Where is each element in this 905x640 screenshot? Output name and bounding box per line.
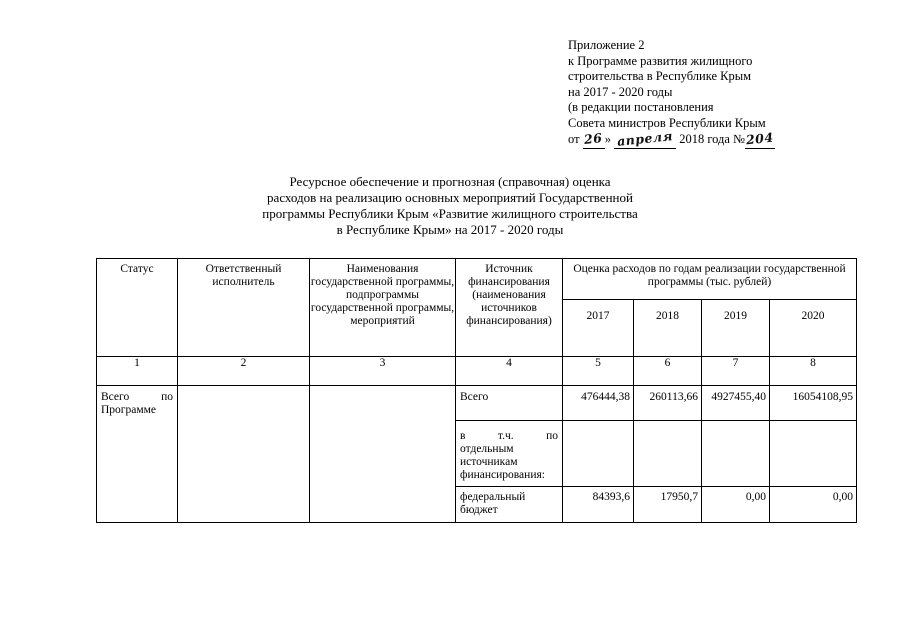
column-number: 6 — [634, 357, 702, 386]
date-month-field — [614, 128, 676, 149]
date-day-field — [583, 131, 605, 149]
resource-table — [96, 258, 857, 523]
title-line: Ресурсное обеспечение и прогнозная (справочная) оценка — [289, 174, 611, 189]
column-number: 2 — [178, 357, 310, 386]
status-cell — [97, 386, 178, 523]
column-number: 7 — [702, 357, 770, 386]
source-word: в — [460, 430, 466, 442]
source-cell — [456, 421, 563, 487]
header-executor: Ответственный исполнитель — [178, 259, 310, 357]
date-day: 26 — [583, 130, 604, 147]
header-year: 2020 — [770, 300, 857, 357]
source-cell: Всего — [456, 386, 563, 421]
value-cell: 17950,7 — [634, 487, 702, 523]
value-cell — [563, 421, 634, 487]
document-title — [215, 174, 685, 238]
column-number: 1 — [97, 357, 178, 386]
source-text: отдельным источникам финансирования: — [460, 443, 545, 481]
column-number: 4 — [456, 357, 563, 386]
doc-number: 204 — [745, 129, 775, 148]
column-number: 3 — [310, 357, 456, 386]
source-word: по — [546, 430, 558, 442]
date-month: апреля — [616, 128, 674, 149]
column-number: 8 — [770, 357, 857, 386]
status-word: Всего — [101, 391, 130, 403]
title-line: расходов на реализацию основных мероприятий Государственной — [267, 190, 633, 205]
value-cell: 4927455,40 — [702, 386, 770, 421]
header-year: 2018 — [634, 300, 702, 357]
date-year-text: 2018 года № — [679, 132, 745, 146]
appendix-line: на 2017 - 2020 годы — [568, 84, 673, 99]
column-number: 5 — [563, 357, 634, 386]
header-status: Статус — [97, 259, 178, 357]
appendix-date-line — [568, 128, 888, 149]
appendix-line: к Программе развития жилищного — [568, 53, 753, 68]
status-word: Программе — [101, 404, 157, 416]
doc-number-field — [745, 131, 775, 149]
appendix-line: строительства в Республике Крым — [568, 69, 752, 83]
value-cell: 0,00 — [770, 487, 857, 523]
header-source: Источник финансирования (наименования источников финансирования) — [456, 259, 563, 357]
value-cell: 16054108,95 — [770, 386, 857, 421]
header-estimate: Оценка расходов по годам реализации государственной программы (тыс. рублей) — [563, 259, 857, 300]
status-first-line — [101, 391, 173, 404]
header-program-name: Наименования государственной программы, подпрограммы государственной программы, мероприятий — [310, 259, 456, 357]
table-row — [97, 386, 857, 421]
value-cell — [770, 421, 857, 487]
value-cell: 84393,6 — [563, 487, 634, 523]
appendix-line: Приложение 2 — [568, 38, 645, 52]
value-cell — [702, 421, 770, 487]
source-first-line — [460, 430, 558, 443]
appendix-line: (в редакции постановления — [568, 100, 714, 114]
title-line: программы Республики Крым «Развитие жилищного строительства — [262, 206, 638, 221]
appendix-block — [568, 38, 888, 149]
header-year: 2017 — [563, 300, 634, 357]
status-word: по — [161, 391, 173, 403]
value-cell — [634, 421, 702, 487]
program-name-cell — [310, 386, 456, 523]
value-cell: 260113,66 — [634, 386, 702, 421]
value-cell: 476444,38 — [563, 386, 634, 421]
value-cell: 0,00 — [702, 487, 770, 523]
source-word: т.ч. — [497, 430, 514, 442]
executor-cell — [178, 386, 310, 523]
header-year: 2019 — [702, 300, 770, 357]
date-quote: » — [604, 132, 611, 146]
appendix-line: Совета министров Республики Крым — [568, 115, 766, 130]
title-line: в Республике Крым» на 2017 - 2020 годы — [336, 222, 564, 237]
source-cell: федеральный бюджет — [456, 487, 563, 523]
date-prefix: от — [568, 132, 580, 146]
